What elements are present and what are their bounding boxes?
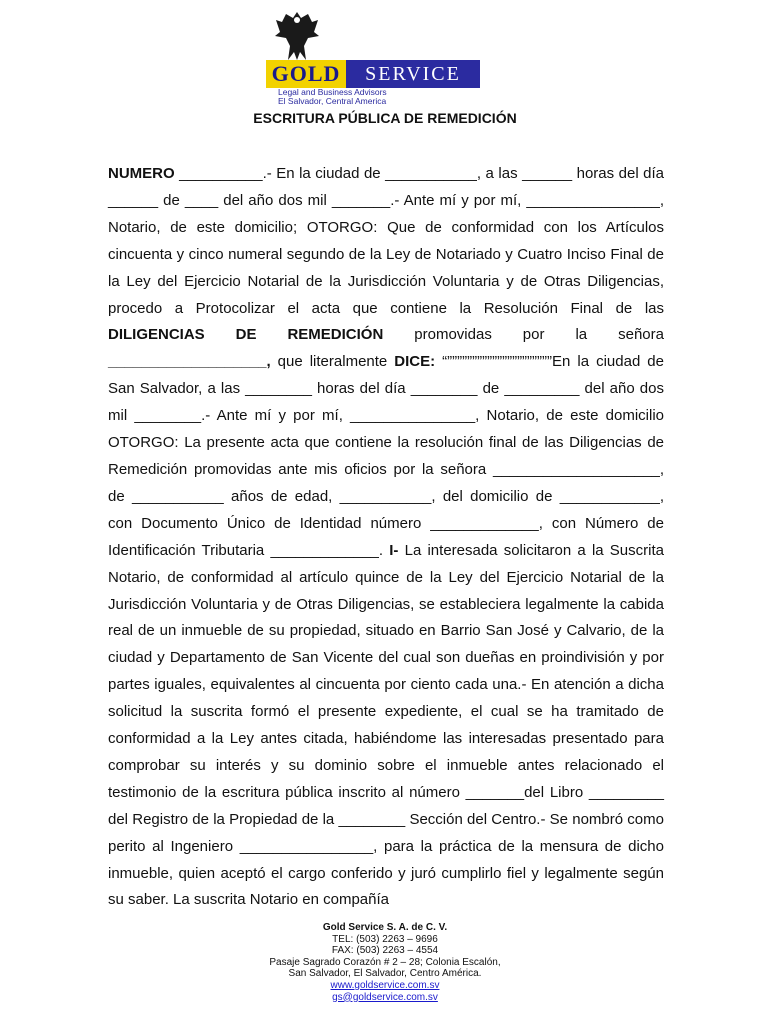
body-text-segment: __________.- En la ciudad de ___________, a las ______ horas del día ______ de ____ del año dos mil _______.- Ante mí y por mí, ________________, Notario, de este domicilio; OTORGO: Que de conformidad con los Artículos cincuenta y cinco numeral segundo de la Ley de Notariado y Cuatro Inciso Final de la Ley del Ejercicio Notarial de la Jurisdicción Voluntaria y de Otras Diligencias, procedo a Protocolizar el acta que contiene la Resolución Final de las (108, 165, 664, 317)
company-logo (266, 8, 480, 106)
logo-tagline (278, 88, 387, 106)
logo-service-text: SERVICE (346, 60, 480, 88)
body-paragraph (108, 161, 664, 914)
roman-numeral: I- (389, 541, 399, 559)
logo-tagline-line2: El Salvador, Central America (278, 96, 387, 106)
footer-email-link[interactable]: gs@goldservice.com.sv (332, 991, 438, 1003)
document-body (108, 161, 664, 914)
dice-label: DICE: (394, 353, 436, 371)
body-text-segment: promovidas por la señora (383, 326, 664, 344)
footer-website-link[interactable]: www.goldservice.com.sv (330, 979, 440, 991)
body-text-segment: La interesada solicitaron a la Suscrita Notario, de conformidad al artículo quince de la Ley del Ejercicio Notarial de la Jurisdicción Voluntaria y de Otras Diligencias, se estableciera legalmente la cabida real de un inmueble de su propiedad, situado en Barrio San José y Calvario, de la ciudad y Departamento de San Vicente del cual son dueñas en proindivisión y por partes iguales, equivalentes al cincuenta por ciento cada una.- En atención a dicha solicitud la suscrita formó el presente expediente, el cual se ha tramitado de conformidad a la Ley antes citada, habiéndome las interesadas presentado para comprobar su interés y su dominio sobre el inmueble antes relacionado el testimonio de la escritura pública inscrito al número _______del Libro _________ del Registro de la Propiedad de la ________ Sección del Centro.- Se nombró como perito al Ingeniero ________________, para la práctica de la mensura de dicho inmueble, quien aceptó el cargo conferido y juró cumplirlo fiel y legalmente según su saber. La suscrita Notario en compañía (108, 541, 664, 909)
logo-tagline-line1: Legal and Business Advisors (278, 87, 387, 97)
page-footer (0, 922, 770, 1003)
name-blank: ___________________, (108, 353, 271, 371)
body-text-segment: que literalmente (270, 353, 395, 371)
logo-gold-text: GOLD (266, 60, 346, 88)
footer-company: Gold Service S. A. de C. V. (322, 922, 448, 933)
eagle-icon (272, 8, 322, 62)
footer-address-line1: Pasaje Sagrado Corazón # 2 – 28; Colonia Escalón, (269, 956, 501, 968)
numero-label: NUMERO (108, 165, 175, 182)
diligencias-heading: DILIGENCIAS DE REMEDICIÓN (108, 326, 384, 344)
footer-address-line2: San Salvador, El Salvador, Centro América. (288, 968, 482, 980)
document-title: ESCRITURA PÚBLICA DE REMEDICIÓN (253, 110, 517, 126)
footer-fax: FAX: (503) 2263 – 4554 (331, 945, 439, 957)
body-text-segment: “”””””””””””””””””””””En la ciudad de San Salvador, a las ________ horas del día ________ de _________ del año dos mil ________.- Ante mí y por mí, _______________, Notario, de este domicilio OTORGO: La presente acta que contiene la resolución final de las Diligencias de Remedición promovidas ante mis oficios por la señora ____________________, de ___________ años de edad, ___________, del domicilio de ____________, con Documento Único de Identidad número _____________, con Número de Identificación Tributaria _____________. (108, 353, 664, 559)
footer-tel: TEL: (503) 2263 – 9696 (332, 933, 438, 945)
logo-bar (266, 60, 480, 88)
